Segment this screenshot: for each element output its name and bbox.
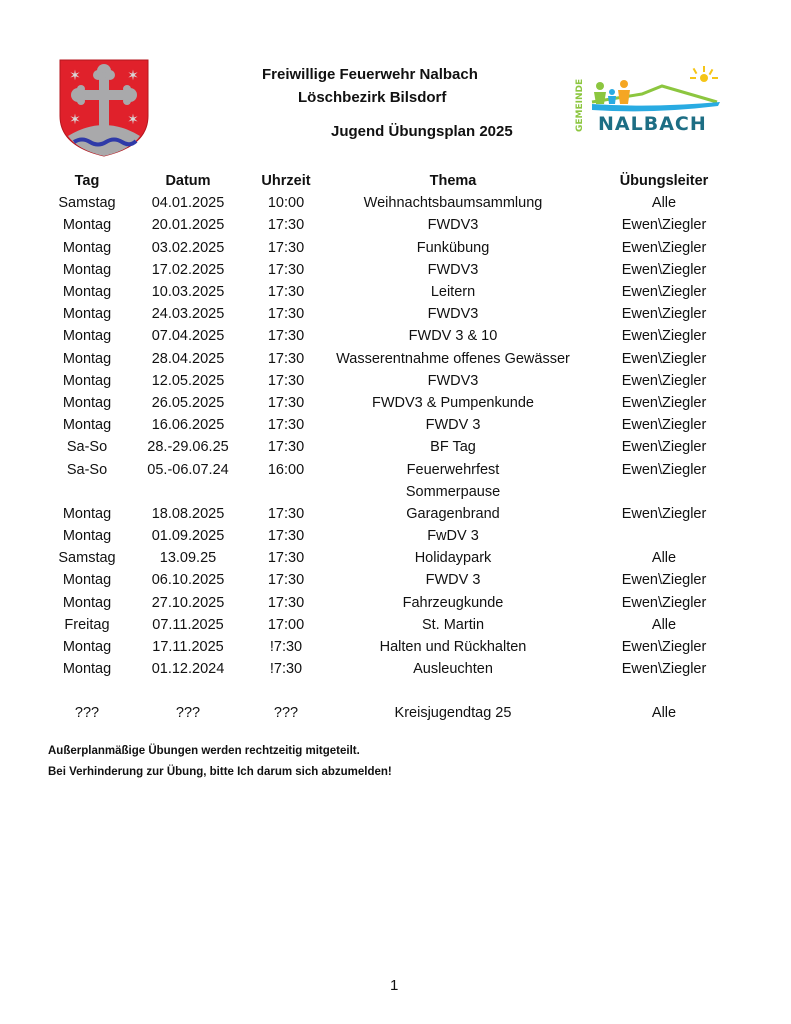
cell-leiter: Ewen\Ziegler — [621, 217, 707, 234]
svg-text:✶: ✶ — [69, 68, 81, 84]
cell-tag: Montag — [62, 572, 112, 589]
cell-tag: Montag — [62, 639, 112, 656]
cell-tag: Montag — [62, 350, 112, 367]
cell-datum: 28.04.2025 — [151, 350, 225, 367]
cell-datum: ??? — [175, 705, 201, 722]
cell-uhrzeit: 17:30 — [267, 550, 305, 567]
cell-leiter: Ewen\Ziegler — [621, 439, 707, 456]
coat-of-arms-icon — [58, 58, 150, 158]
header-thema: Thema — [429, 173, 477, 190]
cell-datum: 17.11.2025 — [152, 639, 224, 656]
cell-uhrzeit: 10:00 — [267, 195, 305, 212]
cell-tag: Montag — [62, 372, 112, 389]
cell-tag: Sa-So — [66, 461, 108, 478]
cell-uhrzeit: 17:30 — [267, 328, 305, 345]
cell-tag: Samstag — [58, 550, 116, 567]
cell-leiter: Ewen\Ziegler — [621, 661, 707, 678]
cell-tag: Montag — [62, 594, 112, 611]
cell-thema: FWDV3 — [427, 306, 479, 323]
organization-title: Freiwillige Feuerwehr Nalbach — [262, 66, 478, 83]
table-row — [40, 348, 752, 370]
cell-leiter: Ewen\Ziegler — [621, 372, 707, 389]
cell-leiter: Ewen\Ziegler — [621, 284, 707, 301]
cell-datum: 28.-29.06.25 — [147, 439, 229, 456]
cell-leiter: Ewen\Ziegler — [621, 306, 707, 323]
schedule-table — [40, 170, 752, 725]
cell-thema: Kreisjugendtag 25 — [394, 705, 512, 722]
cell-tag: Freitag — [64, 616, 110, 633]
cell-uhrzeit: !7:30 — [269, 661, 303, 678]
cell-tag: Samstag — [58, 195, 116, 212]
cell-datum: 01.12.2024 — [151, 661, 225, 678]
table-row — [40, 547, 752, 569]
table-row — [40, 658, 752, 680]
table-row — [40, 525, 752, 547]
table-row — [40, 303, 752, 325]
table-row — [40, 281, 752, 303]
table-row — [40, 569, 752, 591]
cell-datum: 24.03.2025 — [151, 306, 225, 323]
cell-thema: Funkübung — [416, 239, 490, 256]
cell-uhrzeit: 17:30 — [267, 439, 305, 456]
cell-datum: 13.09.25 — [159, 550, 217, 567]
cell-thema: FWDV3 — [427, 261, 479, 278]
cell-datum: 16.06.2025 — [151, 417, 225, 434]
cell-datum: 07.11.2025 — [152, 616, 224, 633]
cell-tag: Montag — [62, 505, 112, 522]
cell-datum: 20.01.2025 — [151, 217, 225, 234]
table-row — [40, 192, 752, 214]
cell-thema: BF Tag — [430, 439, 476, 456]
table-row — [40, 636, 752, 658]
municipality-logo — [572, 64, 724, 136]
cell-thema: FWDV 3 & 10 — [408, 328, 498, 345]
cell-leiter: Alle — [651, 616, 677, 633]
cell-tag: Montag — [62, 261, 112, 278]
table-header-row — [40, 170, 752, 192]
cell-uhrzeit: 17:30 — [267, 594, 305, 611]
cell-datum: 05.-06.07.24 — [147, 461, 229, 478]
cell-thema: Weihnachtsbaumsammlung — [363, 195, 543, 212]
cell-uhrzeit: 17:30 — [267, 394, 305, 411]
cell-thema: Ausleuchten — [413, 661, 493, 678]
cell-tag: Montag — [62, 284, 112, 301]
table-row — [40, 436, 752, 458]
cell-thema: Feuerwehrfest — [406, 461, 500, 478]
cell-leiter: Ewen\Ziegler — [621, 461, 707, 478]
cell-tag: Montag — [62, 239, 112, 256]
note-unplanned: Außerplanmäßige Übungen werden rechtzeitig mitgeteilt. — [48, 745, 360, 757]
cell-thema: Fahrzeugkunde — [402, 594, 504, 611]
cell-uhrzeit: 17:30 — [267, 261, 305, 278]
cell-tag: ??? — [74, 705, 100, 722]
cell-leiter: Ewen\Ziegler — [621, 394, 707, 411]
cell-leiter: Ewen\Ziegler — [621, 328, 707, 345]
cell-leiter: Ewen\Ziegler — [621, 572, 707, 589]
cell-tag: Montag — [62, 661, 112, 678]
cell-datum: 10.03.2025 — [151, 284, 225, 301]
cell-thema: FWDV3 — [427, 372, 479, 389]
logo-vertical-text: GEMEINDE — [575, 78, 585, 132]
svg-text:✶: ✶ — [127, 68, 139, 84]
cell-leiter: Ewen\Ziegler — [621, 239, 707, 256]
cell-uhrzeit: 17:30 — [267, 572, 305, 589]
table-row — [40, 325, 752, 347]
cell-leiter: Alle — [651, 195, 677, 212]
nalbach-logo-icon — [572, 64, 724, 136]
cell-tag: Montag — [62, 217, 112, 234]
spacer-cell — [40, 680, 752, 702]
cell-uhrzeit: 17:30 — [267, 528, 305, 545]
cell-leiter: Ewen\Ziegler — [621, 594, 707, 611]
cell-tag: Montag — [62, 394, 112, 411]
cell-uhrzeit: 17:30 — [267, 350, 305, 367]
cell-datum: 01.09.2025 — [151, 528, 225, 545]
table-row — [40, 458, 752, 480]
table-row — [40, 414, 752, 436]
header-uhrzeit: Uhrzeit — [261, 173, 311, 190]
plan-title: Jugend Übungsplan 2025 — [331, 123, 513, 140]
cell-tag — [40, 481, 134, 503]
cell-uhrzeit: 17:30 — [267, 372, 305, 389]
cell-thema: FWDV 3 — [425, 572, 481, 589]
header-datum: Datum — [165, 173, 211, 190]
cell-datum: 04.01.2025 — [151, 195, 225, 212]
svg-text:✶: ✶ — [127, 112, 139, 128]
cell-thema: Holidaypark — [414, 550, 492, 567]
cell-datum: 18.08.2025 — [151, 505, 225, 522]
cell-tag: Montag — [62, 417, 112, 434]
table-row — [40, 214, 752, 236]
cell-tag: Montag — [62, 306, 112, 323]
cell-thema: Leitern — [430, 284, 476, 301]
cell-thema: FWDV3 & Pumpenkunde — [372, 394, 534, 411]
cell-datum: 12.05.2025 — [151, 372, 225, 389]
cell-thema: Garagenbrand — [406, 505, 500, 522]
cell-thema: Wasserentnahme offenes Gewässer — [336, 350, 570, 367]
header-leiter: Übungsleiter — [619, 173, 709, 190]
spacer-row — [40, 680, 752, 702]
cell-leiter: Ewen\Ziegler — [621, 261, 707, 278]
table-row — [40, 481, 752, 503]
cell-leiter: Ewen\Ziegler — [621, 417, 707, 434]
cell-uhrzeit: 17:30 — [267, 417, 305, 434]
cell-uhrzeit: ??? — [273, 705, 299, 722]
cell-leiter: Ewen\Ziegler — [621, 639, 707, 656]
cell-thema: St. Martin — [421, 616, 485, 633]
cell-uhrzeit: 17:30 — [267, 284, 305, 301]
cell-uhrzeit: 17:00 — [267, 616, 305, 633]
page-number: 1 — [390, 977, 399, 994]
svg-text:✶: ✶ — [69, 112, 81, 128]
cell-leiter: Ewen\Ziegler — [621, 350, 707, 367]
district-title: Löschbezirk Bilsdorf — [298, 89, 447, 106]
cell-datum: 26.05.2025 — [151, 394, 225, 411]
cell-leiter: Ewen\Ziegler — [621, 505, 707, 522]
cell-leiter: Alle — [651, 705, 677, 722]
cell-uhrzeit: 16:00 — [267, 461, 305, 478]
cell-datum: 06.10.2025 — [151, 572, 225, 589]
table-row — [40, 592, 752, 614]
cell-leiter: Alle — [651, 550, 677, 567]
cell-tag: Montag — [62, 328, 112, 345]
cell-uhrzeit: 17:30 — [267, 505, 305, 522]
cell-thema: FWDV3 — [427, 217, 479, 234]
cell-datum — [134, 481, 242, 503]
logo-name-text: NALBACH — [598, 113, 707, 135]
table-row — [40, 503, 752, 525]
cell-thema: Sommerpause — [405, 483, 501, 500]
note-absence: Bei Verhinderung zur Übung, bitte Ich darum sich abzumelden! — [48, 766, 392, 778]
cell-leiter — [576, 481, 752, 503]
cell-thema: FWDV 3 — [425, 417, 481, 434]
table-row-tbd — [40, 702, 752, 724]
cell-leiter — [576, 525, 752, 547]
header-tag: Tag — [74, 173, 100, 190]
cell-uhrzeit: 17:30 — [267, 217, 305, 234]
table-row — [40, 370, 752, 392]
cell-thema: FwDV 3 — [427, 528, 479, 545]
cell-tag: Sa-So — [66, 439, 108, 456]
cell-tag: Montag — [62, 528, 112, 545]
table-row — [40, 614, 752, 636]
cell-datum: 17.02.2025 — [151, 261, 225, 278]
cell-uhrzeit — [242, 481, 330, 503]
cell-uhrzeit: 17:30 — [267, 306, 305, 323]
cell-uhrzeit: 17:30 — [267, 239, 305, 256]
cell-uhrzeit: !7:30 — [269, 639, 303, 656]
cell-datum: 27.10.2025 — [151, 594, 225, 611]
cell-datum: 03.02.2025 — [151, 239, 225, 256]
cell-datum: 07.04.2025 — [151, 328, 225, 345]
cell-thema: Halten und Rückhalten — [379, 639, 527, 656]
table-row — [40, 259, 752, 281]
table-row — [40, 392, 752, 414]
table-row — [40, 237, 752, 259]
